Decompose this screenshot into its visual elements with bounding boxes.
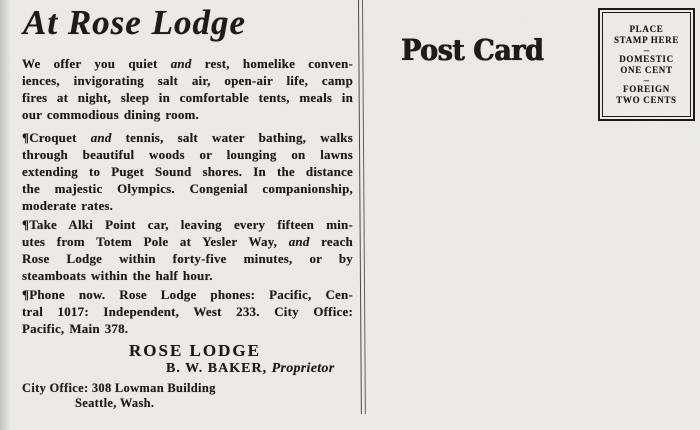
message-line: moderate rates.: [22, 198, 114, 213]
message-line: utes from Totem Pole at Yesler Way, and reach: [22, 234, 353, 249]
message-line: extending to Puget Sound shores. In the distance: [22, 164, 353, 179]
paragraph-phones: [22, 286, 353, 337]
stamp-divider-dash: —: [643, 45, 650, 55]
message-line: Rose Lodge within forty-five minutes, or by: [22, 251, 353, 266]
post-card-heading: Post Card: [400, 33, 544, 67]
postcard-title: At Rose Lodge: [23, 3, 246, 42]
message-line: Pacific, Main 378.: [22, 321, 129, 336]
city-office-city: Seattle, Wash.: [75, 396, 155, 410]
stamp-line: STAMP HERE: [613, 35, 680, 45]
message-line: steamboats within the half hour.: [22, 268, 213, 283]
stamp-box-inner-border: [602, 12, 691, 117]
stamp-box: [598, 8, 695, 121]
message-line: We offer you quiet and rest, homelike conven-: [22, 56, 353, 71]
proprietor-line: [166, 361, 334, 377]
message-line: fires at night, sleep in comfortable tents, meals in: [22, 90, 353, 105]
stamp-line: TWO CENTS: [616, 95, 677, 105]
proprietor-name: B. W. BAKER,: [166, 361, 272, 376]
message-line: the majestic Olympics. Congenial companionship,: [22, 181, 353, 196]
message-line: our commodious dining room.: [22, 107, 200, 122]
message-line: ¶Take Alki Point car, leaving every fifteen min-: [22, 217, 353, 232]
scan-edge-shadow: [0, 0, 11, 430]
stamp-divider-dash: —: [643, 75, 650, 85]
center-divider-rule: [358, 0, 366, 414]
city-office-block: [22, 381, 216, 411]
message-line: through beautiful woods or lounging on lawns: [22, 147, 353, 162]
stamp-line: DOMESTIC: [619, 54, 674, 64]
lodge-name: ROSE LODGE: [129, 341, 261, 360]
paragraph-directions: [22, 216, 353, 284]
message-line: iences, invigorating salt air, open-air life, camp: [22, 73, 353, 88]
message-line: ¶Phone now. Rose Lodge phones: Pacific, Cen-: [22, 287, 353, 302]
stamp-line: ONE CENT: [620, 65, 673, 75]
paragraph-welcome: [22, 55, 353, 123]
stamp-line: PLACE: [629, 24, 664, 34]
paragraph-activities: [22, 129, 353, 214]
message-line: ¶Croquet and tennis, salt water bathing, walks: [22, 130, 353, 145]
city-office-line: City Office: 308 Lowman Building: [22, 381, 216, 395]
stamp-line: FOREIGN: [623, 84, 670, 94]
message-line: tral 1017: Independent, West 233. City Office:: [22, 304, 353, 319]
proprietor-role: Proprietor: [271, 361, 335, 376]
